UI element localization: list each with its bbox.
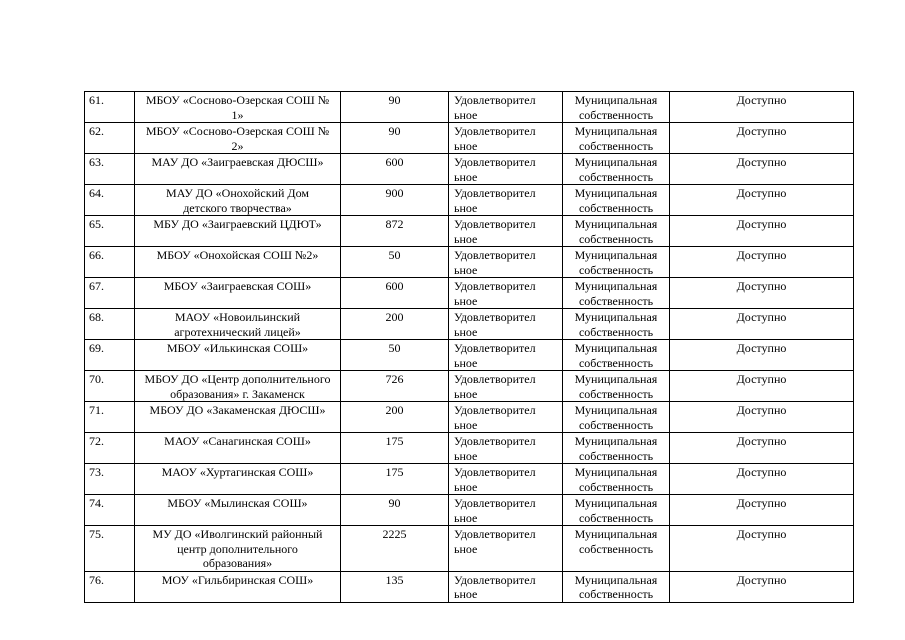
ownership-line: Муниципальная xyxy=(574,403,658,417)
organization-name-line: детского творчества» xyxy=(183,200,292,215)
organization-name-line: МУ ДО «Иволгинский районный xyxy=(152,527,323,541)
capacity-cell: 900 xyxy=(341,185,449,216)
condition-cell xyxy=(449,185,563,216)
table-row xyxy=(85,309,854,340)
capacity-cell: 90 xyxy=(341,495,449,526)
accessibility-cell: Доступно xyxy=(670,571,854,602)
organization-name-line: МАОУ «Новоильинский xyxy=(174,310,301,324)
organization-name-cell xyxy=(135,278,341,309)
ownership-line: Муниципальная xyxy=(574,496,658,510)
ownership-cell xyxy=(563,247,670,278)
facilities-table-body xyxy=(85,92,854,603)
condition-cell xyxy=(449,123,563,154)
accessibility-cell: Доступно xyxy=(670,92,854,123)
organization-name-line: образования» г. Закаменск xyxy=(170,386,305,401)
condition-cell xyxy=(449,371,563,402)
ownership-cell xyxy=(563,216,670,247)
condition-line: ьное xyxy=(454,231,478,246)
condition-line: ьное xyxy=(454,448,478,463)
organization-name-cell xyxy=(135,526,341,572)
row-number-cell: 67. xyxy=(85,278,135,309)
organization-name-line: образования» xyxy=(202,556,273,570)
condition-line: Удовлетворител xyxy=(454,155,536,169)
table-row xyxy=(85,278,854,309)
condition-line: ьное xyxy=(454,324,478,339)
capacity-cell: 600 xyxy=(341,154,449,185)
row-number-cell: 61. xyxy=(85,92,135,123)
condition-line: Удовлетворител xyxy=(454,372,536,386)
row-number-cell: 64. xyxy=(85,185,135,216)
row-number-cell: 62. xyxy=(85,123,135,154)
condition-cell xyxy=(449,154,563,185)
ownership-line: Муниципальная xyxy=(574,248,658,262)
organization-name-cell xyxy=(135,216,341,247)
condition-cell xyxy=(449,571,563,602)
ownership-line: собственность xyxy=(578,138,654,153)
accessibility-cell: Доступно xyxy=(670,464,854,495)
condition-line: ьное xyxy=(454,541,478,556)
capacity-cell: 50 xyxy=(341,340,449,371)
ownership-line: Муниципальная xyxy=(574,572,658,587)
row-number-cell: 66. xyxy=(85,247,135,278)
ownership-line: собственность xyxy=(578,293,654,308)
table-row xyxy=(85,371,854,402)
organization-name-line: 1» xyxy=(231,107,244,122)
ownership-cell xyxy=(563,340,670,371)
row-number-cell: 74. xyxy=(85,495,135,526)
condition-cell xyxy=(449,495,563,526)
ownership-cell xyxy=(563,526,670,572)
condition-line: Удовлетворител xyxy=(454,403,536,417)
ownership-line: собственность xyxy=(578,231,654,246)
condition-line: Удовлетворител xyxy=(454,527,536,541)
accessibility-cell: Доступно xyxy=(670,154,854,185)
ownership-line: Муниципальная xyxy=(574,372,658,386)
condition-cell xyxy=(449,278,563,309)
condition-line: ьное xyxy=(454,138,478,153)
capacity-cell: 175 xyxy=(341,464,449,495)
ownership-line: собственность xyxy=(578,169,654,184)
organization-name-cell xyxy=(135,464,341,495)
condition-cell xyxy=(449,216,563,247)
capacity-cell: 2225 xyxy=(341,526,449,572)
organization-name-cell xyxy=(135,371,341,402)
condition-line: ьное xyxy=(454,355,478,370)
condition-line: ьное xyxy=(454,200,478,215)
table-row xyxy=(85,340,854,371)
organization-name-line: МАОУ «Санагинская СОШ» xyxy=(164,434,311,448)
ownership-cell xyxy=(563,402,670,433)
table-row xyxy=(85,92,854,123)
organization-name-line: МБОУ «Сосново-Озерская СОШ № xyxy=(145,124,330,138)
row-number-cell: 71. xyxy=(85,402,135,433)
organization-name-cell xyxy=(135,92,341,123)
organization-name-cell xyxy=(135,571,341,602)
condition-line: Удовлетворител xyxy=(454,496,536,510)
capacity-cell: 50 xyxy=(341,247,449,278)
organization-name-line: МОУ «Гильбиринская СОШ» xyxy=(161,572,314,587)
row-number-cell: 76. xyxy=(85,571,135,602)
organization-name-cell xyxy=(135,402,341,433)
table-row xyxy=(85,495,854,526)
capacity-cell: 90 xyxy=(341,123,449,154)
ownership-cell xyxy=(563,123,670,154)
row-number-cell: 70. xyxy=(85,371,135,402)
condition-cell xyxy=(449,433,563,464)
ownership-line: Муниципальная xyxy=(574,465,658,479)
table-row xyxy=(85,402,854,433)
accessibility-cell: Доступно xyxy=(670,433,854,464)
capacity-cell: 200 xyxy=(341,402,449,433)
organization-name-line: МБОУ ДО «Закаменская ДЮСШ» xyxy=(149,403,326,417)
organization-name-line: МБУ ДО «Заиграевский ЦДЮТ» xyxy=(153,217,322,231)
condition-cell xyxy=(449,247,563,278)
accessibility-cell: Доступно xyxy=(670,216,854,247)
table-row xyxy=(85,247,854,278)
ownership-cell xyxy=(563,371,670,402)
ownership-cell xyxy=(563,309,670,340)
table-row xyxy=(85,216,854,247)
accessibility-cell: Доступно xyxy=(670,402,854,433)
condition-line: Удовлетворител xyxy=(454,341,536,355)
ownership-line: собственность xyxy=(578,479,654,494)
ownership-cell xyxy=(563,185,670,216)
organization-name-line: МАОУ «Хуртагинская СОШ» xyxy=(161,465,314,479)
accessibility-cell: Доступно xyxy=(670,526,854,572)
condition-cell xyxy=(449,402,563,433)
organization-name-line: 2» xyxy=(231,138,244,153)
organization-name-cell xyxy=(135,309,341,340)
accessibility-cell: Доступно xyxy=(670,309,854,340)
condition-line: Удовлетворител xyxy=(454,124,536,138)
organization-name-line: МБОУ «Онохойская СОШ №2» xyxy=(156,248,319,262)
capacity-cell: 90 xyxy=(341,92,449,123)
capacity-cell: 726 xyxy=(341,371,449,402)
condition-cell xyxy=(449,526,563,572)
ownership-cell xyxy=(563,464,670,495)
ownership-cell xyxy=(563,278,670,309)
table-row xyxy=(85,154,854,185)
ownership-line: собственность xyxy=(578,200,654,215)
ownership-line: собственность xyxy=(578,324,654,339)
ownership-line: собственность xyxy=(578,448,654,463)
ownership-line: Муниципальная xyxy=(574,527,658,541)
accessibility-cell: Доступно xyxy=(670,495,854,526)
ownership-line: собственность xyxy=(578,262,654,277)
ownership-line: собственность xyxy=(578,417,654,432)
accessibility-cell: Доступно xyxy=(670,123,854,154)
ownership-cell xyxy=(563,433,670,464)
row-number-cell: 68. xyxy=(85,309,135,340)
accessibility-cell: Доступно xyxy=(670,278,854,309)
accessibility-cell: Доступно xyxy=(670,247,854,278)
ownership-line: Муниципальная xyxy=(574,186,658,200)
ownership-line: Муниципальная xyxy=(574,434,658,448)
organization-name-line: центр дополнительного xyxy=(177,541,298,556)
organization-name-line: агротехнический лицей» xyxy=(174,324,301,339)
ownership-line: собственность xyxy=(578,541,654,556)
capacity-cell: 600 xyxy=(341,278,449,309)
organization-name-cell xyxy=(135,185,341,216)
condition-line: ьное xyxy=(454,107,478,122)
organization-name-line: МБОУ «Заиграевская СОШ» xyxy=(163,279,312,293)
table-row xyxy=(85,123,854,154)
ownership-line: Муниципальная xyxy=(574,93,658,107)
ownership-line: Муниципальная xyxy=(574,279,658,293)
ownership-line: собственность xyxy=(578,386,654,401)
organization-name-cell xyxy=(135,123,341,154)
table-row xyxy=(85,185,854,216)
condition-line: Удовлетворител xyxy=(454,93,536,107)
condition-line: Удовлетворител xyxy=(454,248,536,262)
facilities-table xyxy=(84,91,854,603)
condition-cell xyxy=(449,464,563,495)
organization-name-cell xyxy=(135,495,341,526)
organization-name-line: МБОУ «Мылинская СОШ» xyxy=(167,496,308,510)
organization-name-line: МАУ ДО «Заиграевская ДЮСШ» xyxy=(151,155,324,169)
table-row xyxy=(85,526,854,572)
organization-name-line: МАУ ДО «Онохойский Дом xyxy=(166,186,309,200)
organization-name-cell xyxy=(135,433,341,464)
organization-name-line: МБОУ ДО «Центр дополнительного xyxy=(144,372,331,386)
capacity-cell: 200 xyxy=(341,309,449,340)
condition-line: Удовлетворител xyxy=(454,186,536,200)
ownership-line: собственность xyxy=(578,355,654,370)
condition-line: Удовлетворител xyxy=(454,434,536,448)
organization-name-cell xyxy=(135,340,341,371)
table-row xyxy=(85,433,854,464)
organization-name-cell xyxy=(135,247,341,278)
row-number-cell: 69. xyxy=(85,340,135,371)
ownership-line: Муниципальная xyxy=(574,155,658,169)
table-row xyxy=(85,464,854,495)
condition-cell xyxy=(449,92,563,123)
condition-line: ьное xyxy=(454,417,478,432)
condition-line: ьное xyxy=(454,479,478,494)
ownership-cell xyxy=(563,92,670,123)
table-row xyxy=(85,571,854,602)
condition-line: ьное xyxy=(454,386,478,401)
accessibility-cell: Доступно xyxy=(670,340,854,371)
capacity-cell: 872 xyxy=(341,216,449,247)
organization-name-cell xyxy=(135,154,341,185)
condition-line: Удовлетворител xyxy=(454,217,536,231)
accessibility-cell: Доступно xyxy=(670,371,854,402)
condition-line: ьное xyxy=(454,169,478,184)
ownership-line: собственность xyxy=(578,107,654,122)
condition-cell xyxy=(449,340,563,371)
row-number-cell: 75. xyxy=(85,526,135,572)
row-number-cell: 72. xyxy=(85,433,135,464)
row-number-cell: 73. xyxy=(85,464,135,495)
capacity-cell: 135 xyxy=(341,571,449,602)
capacity-cell: 175 xyxy=(341,433,449,464)
condition-line: ьное xyxy=(454,262,478,277)
condition-cell xyxy=(449,309,563,340)
ownership-cell xyxy=(563,571,670,602)
ownership-cell xyxy=(563,154,670,185)
ownership-line: собственность xyxy=(578,587,654,601)
condition-line: ьное xyxy=(454,587,478,601)
condition-line: Удовлетворител xyxy=(454,279,536,293)
ownership-cell xyxy=(563,495,670,526)
condition-line: ьное xyxy=(454,293,478,308)
condition-line: ьное xyxy=(454,510,478,525)
accessibility-cell: Доступно xyxy=(670,185,854,216)
organization-name-line: МБОУ «Сосново-Озерская СОШ № xyxy=(145,93,330,107)
condition-line: Удовлетворител xyxy=(454,572,536,587)
ownership-line: Муниципальная xyxy=(574,310,658,324)
ownership-line: Муниципальная xyxy=(574,124,658,138)
ownership-line: Муниципальная xyxy=(574,217,658,231)
row-number-cell: 65. xyxy=(85,216,135,247)
condition-line: Удовлетворител xyxy=(454,465,536,479)
organization-name-line: МБОУ «Илькинская СОШ» xyxy=(166,341,309,355)
ownership-line: Муниципальная xyxy=(574,341,658,355)
row-number-cell: 63. xyxy=(85,154,135,185)
condition-line: Удовлетворител xyxy=(454,310,536,324)
ownership-line: собственность xyxy=(578,510,654,525)
